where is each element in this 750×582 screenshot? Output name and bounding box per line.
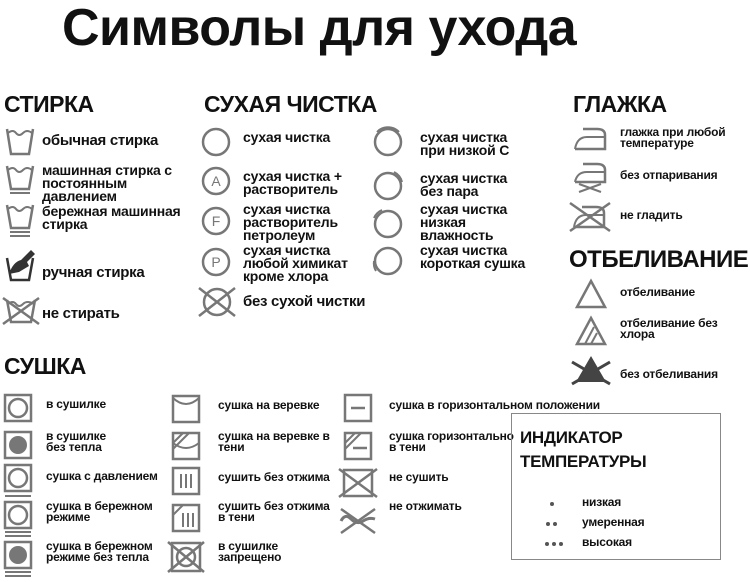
- wash-label-hand: ручная стирка: [42, 264, 145, 281]
- dry-clean-low-heat-icon: [372, 126, 404, 158]
- wash-label-machine: машинная стирка с постоянным давлением: [42, 162, 172, 204]
- do-not-bleach-icon: [570, 354, 612, 386]
- dry-clean-any-chem-label: сухая чистка любой химикат кроме хлора: [243, 242, 348, 284]
- dry-clean-label: сухая чистка: [243, 129, 331, 145]
- dry-clean-f-icon: [201, 206, 231, 236]
- tumble-dry-gentle-label: сушка в бережном режиме: [46, 499, 153, 524]
- dry-clean-low-humidity-label: сухая чистка низкая влажность: [420, 201, 508, 243]
- do-not-bleach-label: без отбеливания: [620, 367, 718, 381]
- no-dry-clean-label: без сухой чистки: [243, 293, 366, 310]
- page-title: Символы для ухода: [62, 0, 577, 57]
- hand-wash-icon: [5, 248, 37, 282]
- wash-gentle-icon: [5, 202, 35, 238]
- two-dots-icon: [542, 519, 562, 529]
- do-not-tumble-dry-label: в сушилке запрещено: [218, 539, 282, 564]
- line-dry-shade-icon: [171, 431, 201, 461]
- section-wash-heading: СТИРКА: [4, 91, 94, 117]
- dry-flat-shade-icon: [343, 431, 373, 461]
- dry-clean-icon: [201, 127, 231, 157]
- temp-low-label: низкая: [582, 495, 622, 509]
- section-drying-heading: СУШКА: [4, 353, 86, 379]
- dry-clean-solvent-label: сухая чистка + растворитель: [243, 168, 342, 197]
- dry-clean-low-humidity-icon: [372, 208, 404, 240]
- dry-clean-low-heat-label: сухая чистка при низкой С: [420, 129, 510, 158]
- dry-flat-label: сушка в горизонтальном положении: [389, 398, 600, 412]
- wash-label-gentle: бережная машинная стирка: [42, 203, 181, 232]
- do-not-wring-label: не отжимать: [389, 499, 462, 513]
- dry-clean-a-icon: [201, 166, 231, 196]
- one-dot-icon: [542, 499, 562, 509]
- do-not-iron-label: не гладить: [620, 208, 683, 222]
- do-not-wring-icon: [337, 505, 379, 537]
- three-dots-icon: [542, 539, 566, 549]
- line-dry-icon: [171, 394, 201, 424]
- dry-flat-shade-label: сушка горизонтально в тени: [389, 429, 514, 454]
- dry-clean-no-steam-icon: [372, 170, 404, 202]
- dry-clean-petroleum-label: сухая чистка растворитель петролеум: [243, 201, 338, 243]
- dry-clean-p-icon: [201, 247, 231, 277]
- drip-dry-shade-icon: [171, 503, 201, 533]
- svg-text:F: F: [211, 213, 221, 229]
- tumble-dry-icon: [3, 393, 33, 423]
- do-not-dry-label: не сушить: [389, 470, 449, 484]
- iron-any-temp-label: глажка при любой температуре: [620, 125, 726, 150]
- do-not-iron-icon: [568, 201, 612, 233]
- wash-label-normal: обычная стирка: [42, 132, 158, 149]
- line-dry-label: сушка на веревке: [218, 398, 320, 412]
- wash-permanent-press-icon: [5, 163, 35, 193]
- tumble-dry-pressure-label: сушка с давлением: [46, 469, 158, 483]
- section-iron-heading: ГЛАЖКА: [573, 91, 667, 117]
- dry-flat-icon: [343, 393, 373, 423]
- wash-tub-icon: [5, 126, 35, 156]
- do-not-dry-icon: [337, 467, 379, 499]
- section-dry-clean-heading: СУХАЯ ЧИСТКА: [204, 91, 377, 117]
- drip-dry-label: сушить без отжима: [218, 470, 330, 484]
- temp-medium-label: умеренная: [582, 515, 645, 529]
- drip-dry-shade-label: сушить без отжима в тени: [218, 499, 330, 524]
- section-bleach-heading: ОТБЕЛИВАНИЕ: [569, 246, 749, 273]
- do-not-tumble-dry-icon: [166, 540, 206, 574]
- dry-clean-short-cycle-icon: [372, 245, 404, 277]
- bleach-label: отбеливание: [620, 285, 695, 299]
- iron-no-steam-label: без отпаривания: [620, 168, 718, 182]
- drip-dry-icon: [171, 466, 201, 496]
- tumble-dry-permanent-press-icon: [3, 463, 33, 499]
- tumble-dry-gentle-no-heat-icon: [3, 540, 33, 580]
- dry-clean-no-steam-label: сухая чистка без пара: [420, 170, 508, 199]
- wash-label-no: не стирать: [42, 305, 120, 322]
- tumble-dry-gentle-no-heat-label: сушка в бережном режиме без тепла: [46, 539, 153, 564]
- svg-text:P: P: [211, 254, 221, 270]
- tumble-dry-label: в сушилке: [46, 397, 106, 411]
- no-dry-clean-icon: [197, 286, 237, 318]
- iron-icon: [571, 125, 609, 153]
- tumble-dry-no-heat-label: в сушилке без тепла: [46, 429, 106, 454]
- non-chlorine-bleach-icon: [575, 316, 607, 346]
- tumble-dry-gentle-icon: [3, 500, 33, 538]
- tumble-dry-no-heat-icon: [3, 430, 33, 460]
- line-dry-shade-label: сушка на веревке в тени: [218, 429, 330, 454]
- do-not-wash-icon: [3, 296, 39, 326]
- temp-high-label: высокая: [582, 535, 632, 549]
- iron-no-steam-icon: [571, 162, 609, 194]
- svg-text:A: A: [211, 173, 221, 189]
- non-chlorine-bleach-label: отбеливание без хлора: [620, 316, 718, 341]
- temperature-heading: ИНДИКАТОР ТЕМПЕРАТУРЫ: [520, 428, 647, 471]
- bleach-icon: [575, 279, 607, 309]
- dry-clean-short-cycle-label: сухая чистка короткая сушка: [420, 242, 526, 271]
